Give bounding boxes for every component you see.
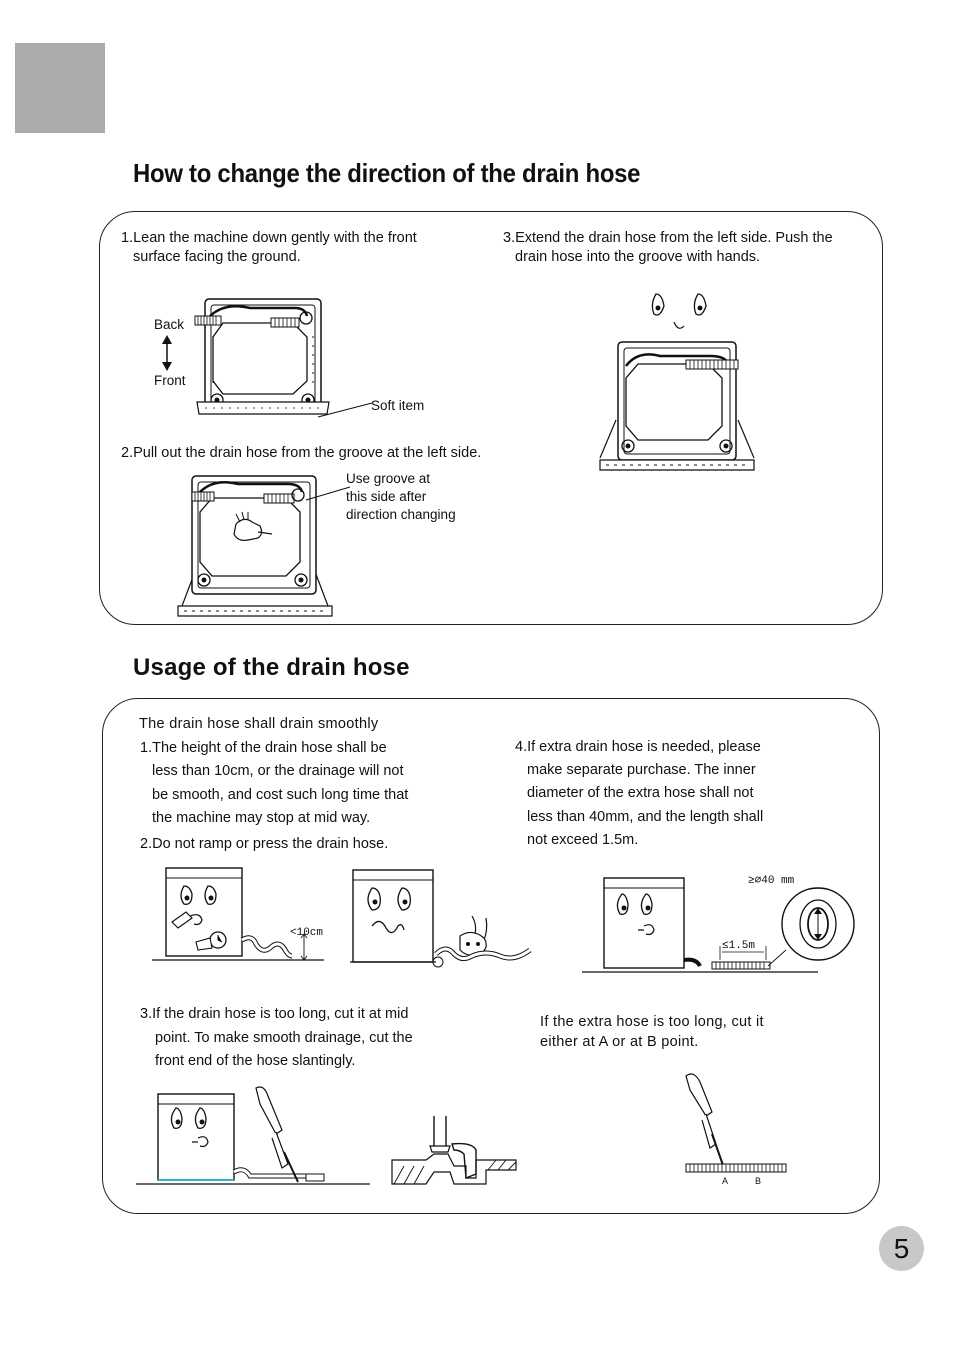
dim-1-5m-label: ≤1.5m xyxy=(722,940,756,952)
back-front-arrow-icon xyxy=(160,334,174,372)
item1-line2: less than 10cm, or the drainage will not xyxy=(152,763,404,779)
item2-text: 2.Do not ramp or press the drain hose. xyxy=(140,836,389,852)
label-front: Front xyxy=(154,373,186,388)
section-title-change-direction: How to change the direction of the drain hose xyxy=(133,158,641,188)
soft-item-leader-line xyxy=(318,400,374,420)
step3-line2: drain hose into the groove with hands. xyxy=(515,249,761,265)
slanted-hose-end-illustration xyxy=(390,1114,520,1186)
item4-line4: less than 40mm, and the length shall xyxy=(527,809,764,825)
item3-line3: front end of the hose slantingly. xyxy=(155,1053,356,1069)
step1-line1: 1.Lean the machine down gently with the front xyxy=(121,230,417,246)
item4-line3: diameter of the extra hose shall not xyxy=(527,785,754,801)
page-number-badge xyxy=(879,1226,924,1271)
do-not-press-hose-illustration xyxy=(350,866,540,978)
item1-line3: be smooth, and cost such long time that xyxy=(152,787,409,803)
section-tab-marker xyxy=(15,43,105,133)
step3-line1: 3.Extend the drain hose from the left side. Push the xyxy=(503,230,833,246)
item3-line2: point. To make smooth drainage, cut the xyxy=(155,1030,413,1046)
cut-at-a-or-b-illustration xyxy=(682,1068,794,1188)
push-hose-into-groove-illustration xyxy=(598,286,758,474)
groove-note-line3: direction changing xyxy=(346,507,456,522)
groove-note-line1: Use groove at xyxy=(346,471,431,486)
item4-line5: not exceed 1.5m. xyxy=(527,832,639,848)
item4-line1: 4.If extra drain hose is needed, please xyxy=(515,739,761,755)
groove-note-line2: this side after xyxy=(346,489,427,504)
section-title-usage: Usage of the drain hose xyxy=(133,654,410,681)
item3-line1: 3.If the drain hose is too long, cut it at mid xyxy=(140,1006,409,1022)
item4-line2: make separate purchase. The inner xyxy=(527,762,756,778)
item1-line1: 1.The height of the drain hose shall be xyxy=(140,740,387,756)
extra-hose-illustration xyxy=(582,864,858,976)
hose-height-illustration xyxy=(152,864,332,968)
label-back: Back xyxy=(154,317,185,332)
cut-note-line1: If the extra hose is too long, cut it xyxy=(540,1014,764,1030)
step2-text: 2.Pull out the drain hose from the groove at the left side. xyxy=(121,445,482,461)
point-a-label: A xyxy=(722,1176,729,1186)
dim-40mm-label: ≥∅40 mm xyxy=(748,875,795,887)
cut-note-line2: either at A or at B point. xyxy=(540,1034,699,1050)
label-soft-item: Soft item xyxy=(371,398,425,413)
cut-hose-illustration xyxy=(136,1082,376,1190)
item1-line4: the machine may stop at mid way. xyxy=(152,810,371,826)
dim-10cm-label: <10cm xyxy=(290,927,324,939)
page-number: 5 xyxy=(893,1233,910,1264)
machine-underside-illustration xyxy=(195,296,330,421)
usage-intro: The drain hose shall drain smoothly xyxy=(139,716,379,732)
step1-line2: surface facing the ground. xyxy=(133,249,301,265)
point-b-label: B xyxy=(755,1176,762,1186)
